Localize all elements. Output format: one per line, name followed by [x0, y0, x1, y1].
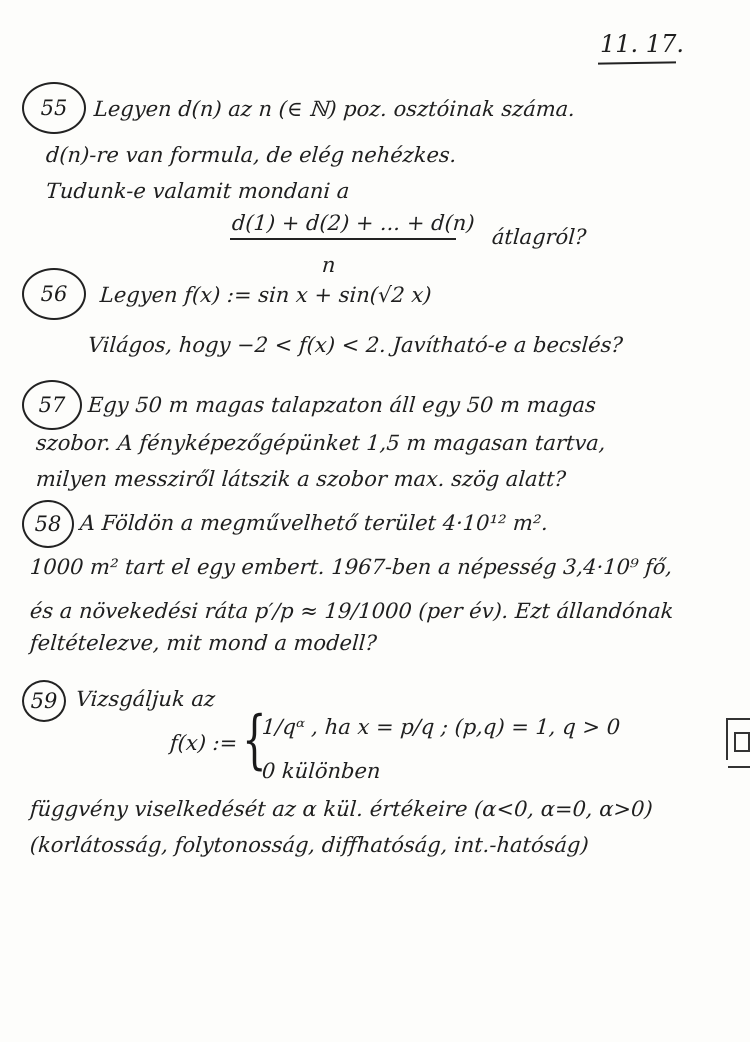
problem-58-line-2: 1000 m² tart el egy embert. 1967-ben a népesség 3,4·10⁹ fő,	[29, 555, 674, 579]
problem-57-number: 57	[22, 380, 82, 430]
problem-58-number: 58	[22, 500, 74, 548]
fraction-line	[230, 238, 456, 240]
problem-55-fraction-denominator: n	[321, 253, 337, 277]
margin-doodle-inner	[734, 732, 750, 752]
problem-59-case-1: 1/qᵅ , ha x = p/q ; (p,q) = 1, q > 0	[261, 715, 621, 739]
problem-58-line-3: és a növekedési ráta p′/p ≈ 19/1000 (per év). Ezt állandónak	[29, 599, 675, 623]
date: 11. 17.	[600, 30, 684, 58]
problem-59-number: 59	[22, 680, 66, 722]
margin-doodle-bar	[728, 766, 750, 768]
problem-56-line-1: Legyen f(x) := sin x + sin(√2 x)	[99, 283, 433, 307]
problem-57-line-2: szobor. A fényképezőgépünket 1,5 m magasan tartva,	[35, 431, 607, 455]
problem-56-line-2: Világos, hogy −2 < f(x) < 2. Javítható-e a becslés?	[87, 333, 624, 357]
problem-55-number: 55	[22, 82, 86, 134]
cases-brace: {	[242, 703, 267, 777]
problem-55-line-2: d(n)-re van formula, de elég nehézkes.	[45, 143, 458, 167]
problem-58-line-1: A Földön a megművelhető terület 4·10¹² m².	[79, 511, 549, 535]
problem-59-def-lhs: f(x) :=	[169, 731, 239, 755]
problem-59-line-2: (korlátosság, folytonosság, diffhatóság, int.-hatóság)	[29, 833, 590, 857]
problem-58-line-4: feltételezve, mit mond a modell?	[29, 631, 378, 655]
problem-59-line-1: függvény viselkedését az α kül. értékeire (α<0, α=0, α>0)	[29, 797, 654, 821]
problem-55-line-1: Legyen d(n) az n (∈ ℕ) poz. osztóinak száma.	[93, 97, 576, 121]
problem-55-fraction-suffix: átlagról?	[491, 225, 588, 249]
problem-55-line-3: Tudunk-e valamit mondani a	[45, 179, 351, 203]
problem-59-intro: Vizsgáljuk az	[75, 687, 216, 711]
problem-56-number: 56	[22, 268, 86, 320]
problem-55-fraction-numerator: d(1) + d(2) + ... + d(n)	[231, 211, 476, 235]
problem-59-case-2: 0 különben	[261, 759, 382, 783]
problem-57-line-1: Egy 50 m magas talapzaton áll egy 50 m magas	[87, 393, 597, 417]
problem-57-line-3: milyen messziről látszik a szobor max. szög alatt?	[35, 467, 567, 491]
margin-doodle	[726, 718, 750, 760]
date-underline	[598, 61, 676, 64]
